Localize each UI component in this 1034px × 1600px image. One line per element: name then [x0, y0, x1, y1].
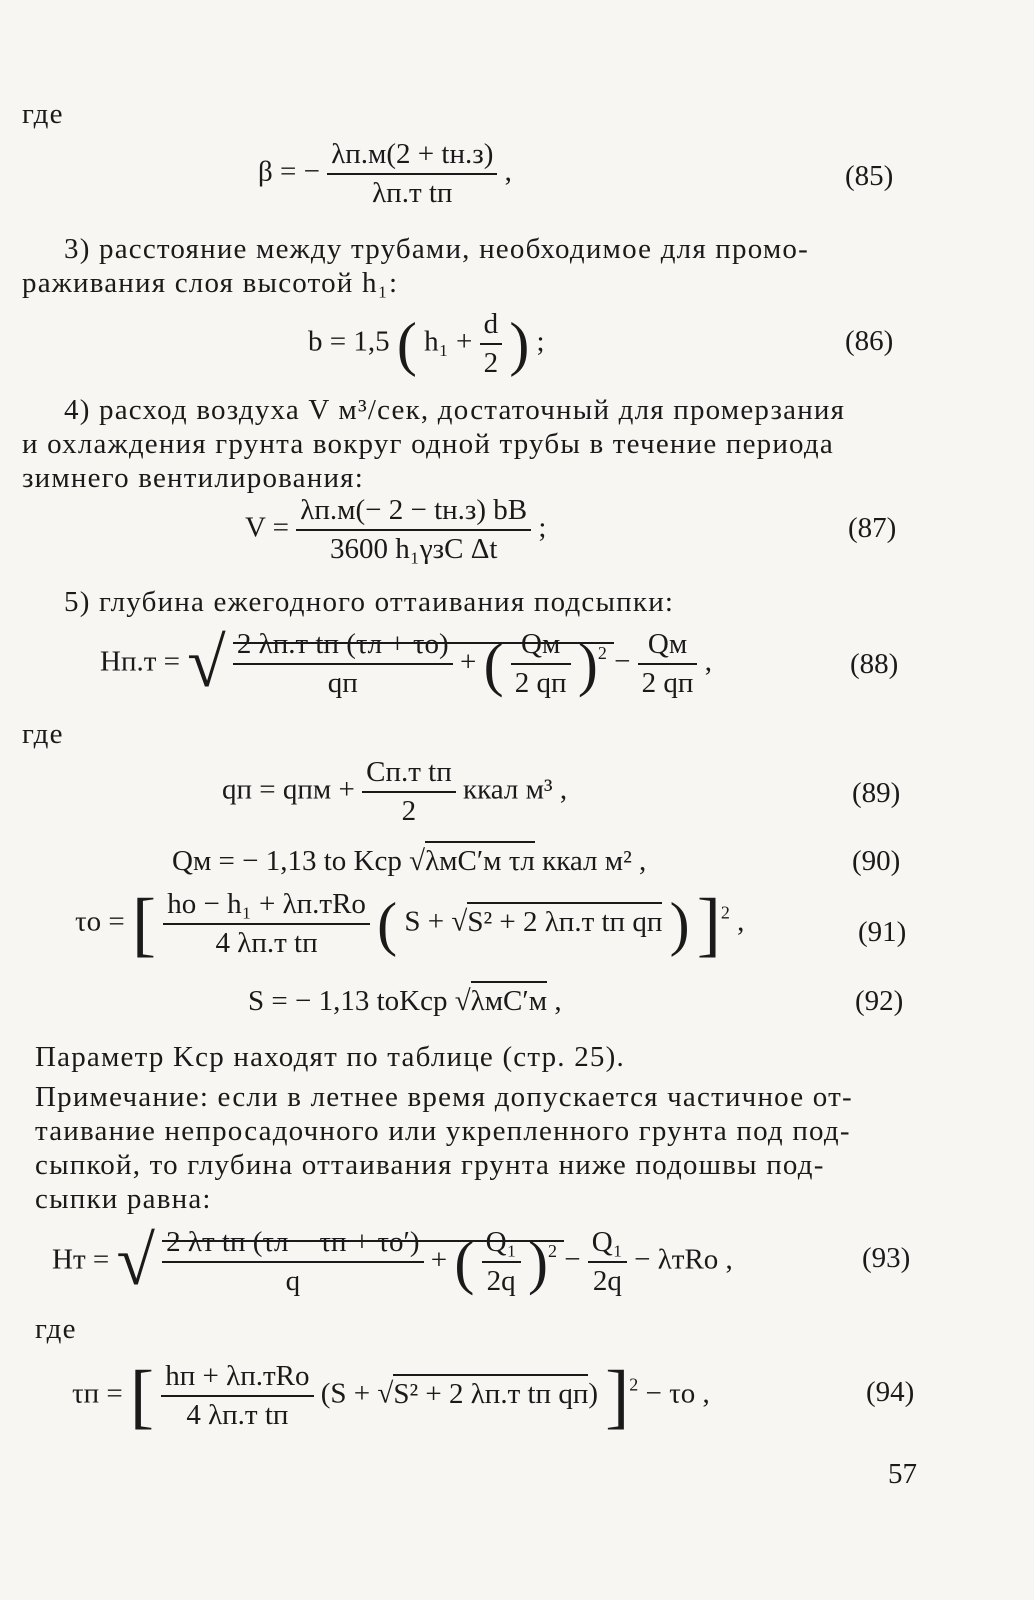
eq88-fraction-2: [511, 628, 571, 700]
eq85-denominator: λп.т tп: [372, 177, 453, 209]
equation-91: [75, 884, 745, 964]
eq93-paren-close: ): [527, 1229, 548, 1295]
eq88-denominator-1: qп: [327, 667, 358, 699]
eq93-paren-open: (: [454, 1229, 475, 1295]
equation-87: [245, 494, 546, 566]
eq90-lhs: Qм = − 1,13 to Kср: [172, 845, 402, 877]
remark-line1: Примечание: если в летнее время допускается частичное от-: [35, 1081, 853, 1113]
eq90-unit: ккал м² ,: [542, 845, 647, 877]
eq88-paren-close: ): [577, 631, 598, 697]
eq91-tail: ,: [737, 905, 745, 938]
eq93-numerator-2: Q₁: [482, 1226, 521, 1263]
eq86-paren-close: ): [509, 311, 530, 377]
eq93-denominator-2: 2q: [486, 1265, 516, 1297]
eq85-numerator: λп.м(2 + tн.з): [327, 138, 497, 175]
eq89-numerator: Cп.т tп: [362, 756, 456, 793]
parameter-note: Параметр Kср находят по таблице (стр. 25).: [35, 1041, 625, 1073]
eq88-radicand: [233, 628, 614, 699]
eq86-denominator: 2: [483, 347, 499, 379]
sqrt-icon: √: [451, 905, 468, 938]
remark-line3: сыпкой, то глубина оттаивания грунта ниже подошвы под-: [35, 1149, 825, 1181]
p4-line3: зимнего вентилирования:: [22, 462, 364, 494]
eq85-fraction: [327, 138, 497, 210]
eq91-paren-open: (: [377, 891, 398, 957]
remark-paragraph: [35, 1080, 910, 1216]
sqrt-icon: √: [116, 1223, 155, 1300]
p4-line1: 4) расход воздуха V м³/сек, достаточный для промерзания: [64, 394, 846, 426]
eq94-tail: − τo ,: [645, 1377, 710, 1410]
eq88-tail: ,: [704, 645, 712, 678]
eq88-minus: −: [614, 645, 631, 678]
eq87-numerator: λп.м(− 2 − tн.з) bB: [296, 494, 531, 531]
equation-93: [52, 1223, 733, 1300]
eq89-lhs: qп = qпм +: [222, 773, 355, 806]
eq94-close: ): [588, 1377, 599, 1410]
eq90-radicand: λмC′м τл: [425, 841, 535, 877]
eq91-fraction: [163, 888, 370, 960]
eq86-paren-open: (: [396, 311, 417, 377]
eq93-number: (93): [862, 1242, 911, 1274]
equation-88: [100, 625, 712, 702]
eq93-fraction-1: [162, 1226, 423, 1298]
eq92-number: (92): [855, 985, 904, 1017]
eq94-bracket-open: [: [130, 1356, 155, 1436]
equation-92: [248, 985, 562, 1018]
eq87-denominator: 3600 h₁γзC Δt: [329, 533, 498, 565]
p3-line2: раживания слоя высотой h₁:: [22, 267, 399, 299]
eq86-number: (86): [845, 325, 894, 357]
eq93-minus: −: [564, 1243, 581, 1276]
eq88-lhs: Hп.т =: [100, 645, 180, 678]
eq92-radicand: λмC′м: [471, 981, 547, 1017]
eq91-bracket-close: ]: [696, 884, 721, 964]
eq93-plus: +: [430, 1243, 448, 1276]
paragraph-5: [22, 585, 897, 619]
paragraph-3: [22, 232, 892, 300]
eq93-fraction-3: [588, 1226, 627, 1298]
eq89-denominator: 2: [401, 795, 417, 827]
eq87-number: (87): [848, 512, 897, 544]
eq86-lhs: b = 1,5: [308, 325, 390, 358]
eq92-tail: ,: [554, 985, 562, 1017]
eq88-fraction-3: [638, 628, 698, 700]
eq93-denominator-1: q: [285, 1265, 301, 1297]
eq89-number: (89): [852, 777, 901, 809]
eq89-unit: ккал м³ ,: [462, 773, 568, 806]
eq94-s: (S +: [320, 1377, 371, 1410]
eq93-numerator-3: Q₁: [588, 1226, 627, 1263]
eq91-number: (91): [858, 916, 907, 948]
eq93-tail: − λтRo ,: [634, 1243, 733, 1276]
page-number: 57: [888, 1458, 917, 1490]
eq92-lhs: S = − 1,13 toKср: [248, 985, 448, 1017]
eq94-radicand: S² + 2 λп.т tп qп: [393, 1374, 588, 1410]
sqrt-icon: √: [377, 1377, 394, 1410]
eq86-numerator: d: [480, 308, 503, 345]
remark-line2: таивание непросадочного или укрепленного грунта под под-: [35, 1115, 851, 1147]
eq93-square: 2: [547, 1240, 557, 1261]
eq87-tail: ;: [538, 511, 547, 544]
word-where: где: [22, 98, 64, 130]
eq94-denominator: 4 λп.т tп: [186, 1399, 289, 1431]
eq91-bracket-open: [: [132, 884, 156, 964]
eq88-fraction-1: [233, 628, 453, 700]
eq86-term: h₁ +: [424, 325, 473, 358]
eq93-fraction-2: [482, 1226, 521, 1298]
eq88-numerator-2: Qм: [511, 628, 571, 665]
word-where-3: где: [35, 1313, 77, 1345]
sqrt-icon: √: [454, 985, 471, 1017]
eq91-denominator: 4 λп.т tп: [215, 927, 318, 959]
eq86-tail: ;: [536, 325, 545, 358]
remark-line4: сыпки равна:: [35, 1183, 212, 1215]
eq88-denominator-3: 2 qп: [641, 667, 694, 699]
eq90-number: (90): [852, 845, 901, 877]
eq91-numerator: ho − h₁ + λп.тRo: [163, 888, 370, 925]
eq93-denominator-3: 2q: [592, 1265, 622, 1297]
equation-86: [308, 308, 545, 380]
eq86-fraction: [480, 308, 503, 380]
eq94-bracket-close: ]: [605, 1356, 630, 1436]
eq85-number: (85): [845, 160, 894, 192]
eq91-radicand: S² + 2 λп.т tп qп: [467, 902, 662, 938]
paragraph-4: [22, 393, 897, 495]
eq85-tail: ,: [504, 155, 512, 188]
equation-94: [72, 1356, 710, 1436]
eq94-number: (94): [866, 1376, 915, 1408]
eq88-denominator-2: 2 qп: [514, 667, 567, 699]
eq88-number: (88): [850, 648, 899, 680]
eq91-square: 2: [720, 902, 730, 923]
eq94-fraction: [161, 1360, 313, 1432]
eq88-numerator-3: Qм: [638, 628, 698, 665]
eq88-paren-open: (: [483, 631, 504, 697]
eq91-s: S +: [404, 905, 445, 938]
eq94-numerator: hп + λп.тRo: [161, 1360, 313, 1397]
eq94-square: 2: [629, 1374, 639, 1395]
sqrt-icon: √: [187, 625, 226, 702]
eq93-lhs: Hт =: [52, 1243, 110, 1276]
equation-90: [172, 845, 646, 878]
eq93-radicand: [162, 1226, 564, 1297]
eq93-numerator-1: 2 λт tп (τл − τп + τo′): [162, 1226, 423, 1263]
eq94-lhs: τп =: [72, 1377, 123, 1410]
p3-line1: 3) расстояние между трубами, необходимое для промо-: [64, 233, 809, 265]
eq89-fraction: [362, 756, 456, 828]
eq88-numerator-1: 2 λп.т tп (τл + τo): [233, 628, 453, 665]
p5-line1: 5) глубина ежегодного оттаивания подсыпки:: [64, 586, 675, 618]
eq91-paren-close: ): [669, 891, 690, 957]
equation-85: [258, 138, 512, 210]
equation-89: [222, 756, 567, 828]
eq87-fraction: [296, 494, 531, 566]
sqrt-icon: √: [409, 845, 426, 877]
eq88-plus: +: [459, 645, 477, 678]
p4-line2: и охлаждения грунта вокруг одной трубы в течение периода: [22, 428, 834, 460]
eq88-square: 2: [597, 642, 607, 663]
eq91-lhs: τo =: [75, 905, 125, 938]
eq87-lhs: V =: [245, 511, 290, 544]
word-where-2: где: [22, 718, 64, 750]
eq85-lhs: β = −: [258, 155, 320, 188]
